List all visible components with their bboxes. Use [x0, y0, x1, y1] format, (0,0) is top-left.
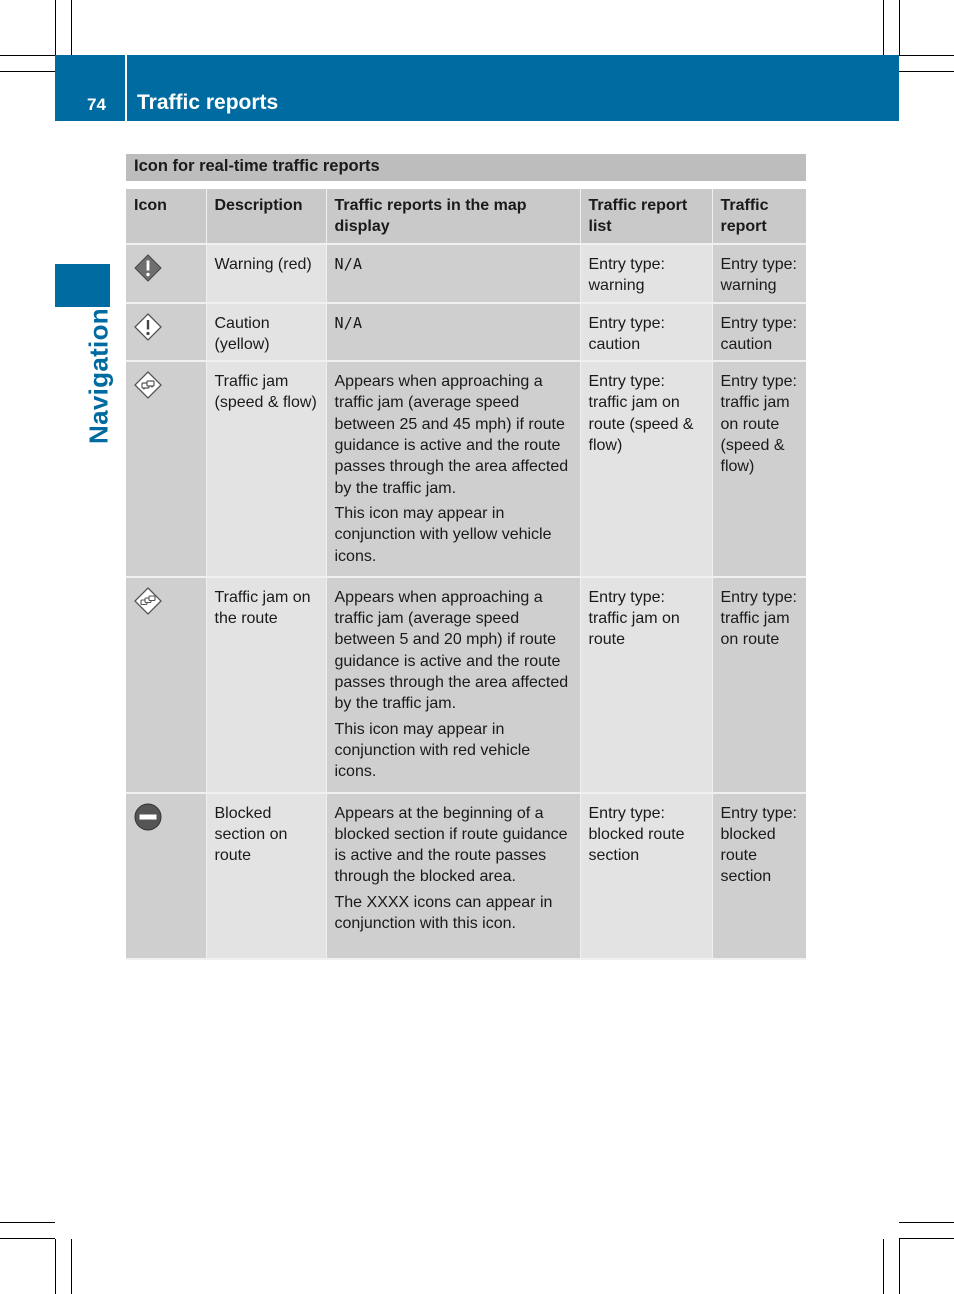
icon-cell: [126, 793, 206, 959]
crop-mark: [899, 1239, 900, 1294]
column-header-description: Description: [206, 189, 326, 244]
map-display-cell: [326, 577, 580, 793]
page-number: 74: [87, 95, 106, 114]
report-list-cell: Entry type: blocked route section: [580, 793, 712, 959]
table-row: [126, 244, 806, 303]
table-row: [126, 577, 806, 793]
map-display-text: Appears when approaching a traffic jam (average speed between 5 and 20 mph) if route guidance is active and the route passes through the area affected by the traffic jam.: [334, 588, 569, 713]
chapter-tab: [55, 264, 110, 307]
no-entry-icon: [134, 803, 162, 831]
map-display-note: This icon may appear in conjunction with red vehicle icons.: [334, 720, 531, 781]
description-cell: Caution (yellow): [206, 303, 326, 362]
map-display-note: The XXXX icons can appear in conjunction with this icon.: [334, 893, 553, 933]
icon-cell: [126, 361, 206, 577]
description-cell: Traffic jam on the route: [206, 577, 326, 793]
crop-mark: [0, 1238, 55, 1239]
crop-mark: [899, 0, 900, 55]
crop-mark: [0, 55, 55, 56]
crop-mark: [899, 55, 954, 56]
report-cell: Entry type: traffic jam on route: [712, 577, 806, 793]
crop-mark: [883, 0, 884, 55]
crop-mark: [55, 0, 56, 55]
column-header-report-list: Traffic report list: [580, 189, 712, 244]
crop-mark: [899, 1238, 954, 1239]
traffic-jam-speed-flow-icon: [134, 371, 162, 399]
map-display-cell: [326, 793, 580, 959]
report-list-cell: Entry type: traffic jam on route (speed & flow): [580, 361, 712, 577]
crop-mark: [0, 71, 55, 72]
chapter-label: Navigation: [83, 308, 114, 444]
warning-diamond-icon: [134, 254, 162, 282]
description-cell: Blocked section on route: [206, 793, 326, 959]
icon-cell: [126, 577, 206, 793]
table-title: Icon for real-time traffic reports: [126, 154, 806, 181]
header-divider: [125, 55, 127, 121]
map-display-cell: [326, 303, 580, 362]
column-header-map-display: Traffic reports in the map display: [326, 189, 580, 244]
icon-cell: [126, 303, 206, 362]
table-row: [126, 793, 806, 959]
page-header: [55, 55, 899, 121]
crop-mark: [0, 1222, 55, 1223]
column-header-report: Traffic report: [712, 189, 806, 244]
description-cell: Traffic jam (speed & flow): [206, 361, 326, 577]
traffic-icons-table: [126, 189, 806, 960]
crop-mark: [899, 1222, 954, 1223]
section-title: Traffic reports: [137, 91, 279, 114]
map-display-text: N/A: [334, 313, 363, 332]
crop-mark: [883, 1239, 884, 1294]
crop-mark: [55, 1239, 56, 1294]
report-list-cell: Entry type: caution: [580, 303, 712, 362]
description-cell: Warning (red): [206, 244, 326, 303]
table-row: [126, 303, 806, 362]
report-cell: Entry type: caution: [712, 303, 806, 362]
column-header-icon: Icon: [126, 189, 206, 244]
traffic-jam-route-icon: [134, 587, 162, 615]
table-row: [126, 361, 806, 577]
icon-cell: [126, 244, 206, 303]
map-display-text: N/A: [334, 255, 363, 273]
report-cell: Entry type: warning: [712, 244, 806, 303]
map-display-text: Appears at the beginning of a blocked section if route guidance is active and the route passes through the blocked area.: [334, 804, 568, 886]
map-display-cell: [326, 361, 580, 577]
map-display-text: Appears when approaching a traffic jam (average speed between 25 and 45 mph) if route guidance is active and the route passes through the area affected by the traffic jam.: [334, 373, 569, 497]
crop-mark: [71, 1239, 72, 1294]
report-list-cell: Entry type: warning: [580, 244, 712, 303]
report-cell: Entry type: blocked route section: [712, 793, 806, 959]
crop-mark: [899, 71, 954, 72]
table-header-row: [126, 189, 806, 244]
map-display-note: This icon may appear in conjunction with yellow vehicle icons.: [334, 504, 552, 565]
report-list-cell: Entry type: traffic jam on route: [580, 577, 712, 793]
crop-mark: [71, 0, 72, 55]
caution-diamond-icon: [134, 313, 162, 341]
map-display-cell: [326, 244, 580, 303]
report-cell: Entry type: traffic jam on route (speed & flow): [712, 361, 806, 577]
